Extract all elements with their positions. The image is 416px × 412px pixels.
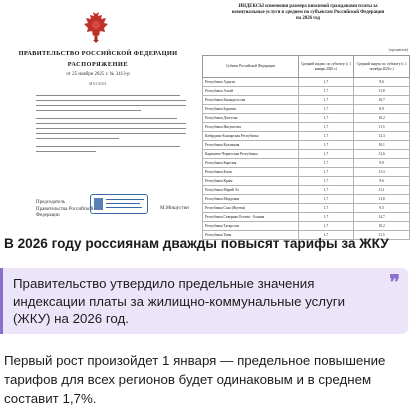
annex-page: [200, 0, 416, 237]
index-cell: 11,1: [354, 186, 410, 195]
region-cell: Республика Крым: [203, 177, 299, 186]
region-cell: Республика Дагестан: [203, 114, 299, 123]
region-cell: Республика Тыва: [203, 231, 299, 240]
table-row: [203, 132, 410, 141]
table-row: [203, 168, 410, 177]
index-cell: 10,1: [354, 141, 410, 150]
index-cell: 10,7: [354, 96, 410, 105]
index-cell: 1,7: [298, 159, 354, 168]
index-cell: 1,7: [298, 105, 354, 114]
quote-text: Правительство утвердило предельные значения индексации платы за жилищно-коммунальные услуги (ЖКУ) на 2026 год.: [13, 276, 345, 326]
region-cell: Республика Алтай: [203, 87, 299, 96]
index-cell: 9,9: [354, 159, 410, 168]
index-cell: 9,5: [354, 204, 410, 213]
index-cell: 1,7: [298, 195, 354, 204]
column-header: Средний индекс по субъекту (с 1 октября 2026 г.): [354, 56, 410, 78]
table-row: [203, 159, 410, 168]
index-cell: 1,7: [298, 123, 354, 132]
table-row: [203, 177, 410, 186]
table-row: [203, 96, 410, 105]
column-header: Средний индекс по субъекту (с 1 января 2026 г.): [298, 56, 354, 78]
index-cell: 9,6: [354, 177, 410, 186]
table-row: [203, 222, 410, 231]
tariff-index-table: [202, 55, 410, 240]
region-cell: Республика Адыгея: [203, 78, 299, 87]
decree-page: [0, 0, 196, 228]
column-header: Субъект Российской Федерации: [203, 56, 299, 78]
region-cell: Кабардино-Балкарская Республика: [203, 132, 299, 141]
annex-header: ИНДЕКСЫ изменения размера вносимой гражданами платы за коммунальные услуги в среднем по субъектам Российской Федерации на 2026 год: [231, 4, 385, 21]
table-row: [203, 114, 410, 123]
signature-role: Председатель Правительства Российской Федерации: [36, 200, 94, 218]
article-headline: В 2026 году россиянам дважды повысят тарифы за ЖКУ: [4, 236, 389, 251]
index-cell: 1,7: [298, 150, 354, 159]
annex-unit-note: (процентов): [388, 48, 408, 52]
index-cell: 1,7: [298, 96, 354, 105]
table-row: [203, 141, 410, 150]
region-cell: Республика Татарстан: [203, 222, 299, 231]
region-cell: Республика Башкортостан: [203, 96, 299, 105]
index-cell: 1,7: [298, 132, 354, 141]
table-row: [203, 150, 410, 159]
decree-body-text: [36, 95, 186, 156]
index-cell: 11,5: [354, 231, 410, 240]
region-cell: Республика Саха (Якутия): [203, 204, 299, 213]
index-cell: 9,6: [354, 78, 410, 87]
table-row: [203, 78, 410, 87]
region-cell: Карачаево-Черкесская Республика: [203, 150, 299, 159]
document-date: от 25 ноября 2025 г. № 3413-р: [66, 72, 130, 77]
table-row: [203, 204, 410, 213]
index-cell: 1,7: [298, 141, 354, 150]
table-row: [203, 213, 410, 222]
index-cell: 1,7: [298, 177, 354, 186]
index-cell: 11,5: [354, 123, 410, 132]
document-city: МОСКВА: [89, 82, 107, 86]
table-row: [203, 105, 410, 114]
table-row: [203, 87, 410, 96]
region-cell: Республика Ингушетия: [203, 123, 299, 132]
index-cell: 12,6: [354, 150, 410, 159]
index-cell: 1,7: [298, 213, 354, 222]
index-cell: 1,7: [298, 231, 354, 240]
signature-name: М.Мишустин: [160, 206, 189, 211]
region-cell: Республика Мордовия: [203, 195, 299, 204]
index-cell: 8,9: [354, 105, 410, 114]
index-cell: 14,7: [354, 213, 410, 222]
quote-block: [0, 268, 408, 334]
index-cell: 1,7: [298, 204, 354, 213]
index-cell: 10,2: [354, 114, 410, 123]
region-cell: Республика Калмыкия: [203, 141, 299, 150]
table-row: [203, 195, 410, 204]
index-cell: 1,7: [298, 114, 354, 123]
index-cell: 11,3: [354, 168, 410, 177]
document-type: РАСПОРЯЖЕНИЕ: [67, 61, 129, 68]
index-cell: 10,2: [354, 222, 410, 231]
region-cell: Республика Коми: [203, 168, 299, 177]
article-body: Первый рост произойдет 1 января — предельное повышение тарифов для всех регионов будет одинаковым и в среднем составит 1,7%.: [4, 353, 386, 406]
government-title: ПРАВИТЕЛЬСТВО РОССИЙСКОЙ ФЕДЕРАЦИИ: [18, 50, 178, 57]
index-cell: 12,3: [354, 132, 410, 141]
table-row: [203, 186, 410, 195]
region-cell: Республика Северная Осетия - Алания: [203, 213, 299, 222]
index-cell: 1,7: [298, 168, 354, 177]
index-cell: 11,8: [354, 195, 410, 204]
coat-of-arms-icon: [82, 10, 110, 44]
quote-icon: ❞: [389, 270, 400, 294]
index-cell: 11,8: [354, 87, 410, 96]
index-cell: 1,7: [298, 78, 354, 87]
region-cell: Республика Карелия: [203, 159, 299, 168]
region-cell: Республика Марий Эл: [203, 186, 299, 195]
index-cell: 1,7: [298, 222, 354, 231]
index-cell: 1,7: [298, 87, 354, 96]
table-row: [203, 123, 410, 132]
region-cell: Республика Бурятия: [203, 105, 299, 114]
electronic-signature-stamp: [90, 194, 148, 214]
index-cell: 1,7: [298, 186, 354, 195]
